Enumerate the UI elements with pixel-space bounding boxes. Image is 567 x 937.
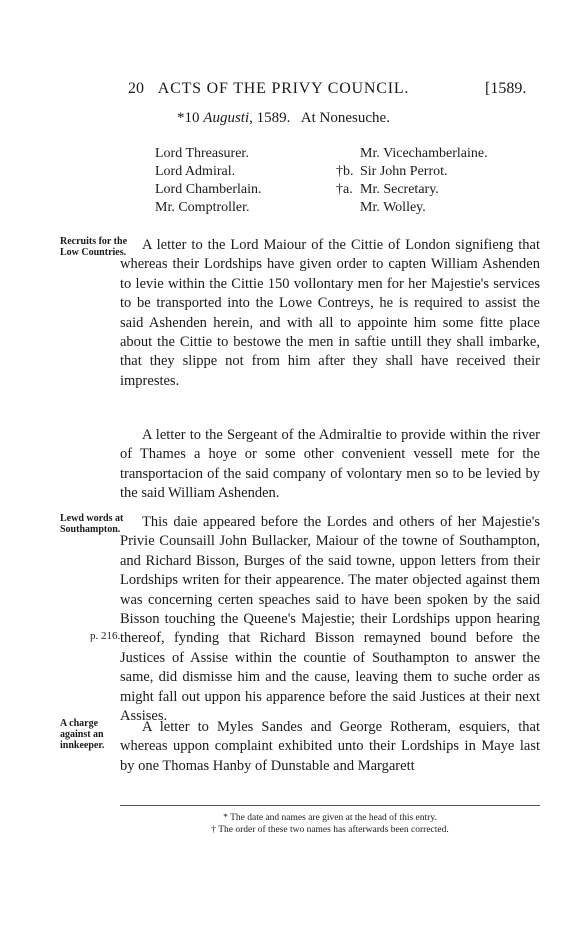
footnote: † The order of these two names has afterwards been corrected.	[211, 825, 449, 835]
attendee-left: Mr. Comptroller.	[155, 200, 250, 215]
attendee-mark: †a.	[336, 182, 353, 197]
margin-note: Recruits for the Low Countries.	[60, 236, 128, 258]
attendee-mark: †b.	[336, 164, 354, 179]
entry-paragraph	[120, 236, 540, 391]
page-number: 20	[128, 80, 144, 97]
attendee-right: Mr. Wolley.	[360, 200, 426, 215]
running-title: ACTS OF THE PRIVY COUNCIL.	[157, 80, 410, 97]
attendee-right: Sir John Perrot.	[360, 164, 448, 179]
entry-text: A letter to the Lord Maiour of the Cittie of London signifieng that whereas their Lordships have given order to capten William Ashenden to levie within the Cittie 150 vollontary men for her Majestie's services to be transported into the Lowe Contreys, he is required to assist the said Ashenden herein, and with all to appointe him some fitte place about the Cittie to bestowe the men in saftie untill they shall imbarke, that they slippe not from him after they shall have received their imprestes.	[120, 237, 540, 389]
margin-note: A charge against an innkeeper.	[60, 718, 105, 751]
entry-text: This daie appeared before the Lordes and others of her Majestie's Privie Counsaill John Bullacker, Maiour of the towne of Southampton, and Richard Bisson, Burges of the said towne, uppon letters from their Lordships writen for their appearence. The mater objected against them was concerning certen speaches said to have been spoken by the said Bisson touching the Queene's Majestie; their Lordships uppon hearing thereof, fynding that Richard Bisson remayned bound before the Justices of Assise within the countie of Southampton to answer the same, did dismisse him and the cause, leaving them to suche order as might fall out uppon his apparence before the said Justices at their next Assises.	[120, 514, 540, 725]
date-month: Augusti	[203, 110, 250, 126]
attendee-left: Lord Chamberlain.	[155, 182, 262, 197]
page-reference: p. 216.	[90, 630, 121, 642]
entry-paragraph	[120, 513, 540, 726]
page-header	[0, 80, 567, 102]
date-line	[0, 110, 567, 127]
entry-text: A letter to Myles Sandes and George Rotheram, esquiers, that whereas uppon complaint exhibited unto their Lordships in Maye last by one Thomas Hanby of Dunstable and Margarett	[120, 719, 540, 774]
footnote-rule	[120, 805, 540, 806]
attendee-row	[150, 163, 480, 181]
footnote: * The date and names are given at the head of this entry.	[223, 813, 437, 823]
attendee-row	[150, 199, 480, 217]
attendee-right: Mr. Secretary.	[360, 182, 439, 197]
attendee-row	[150, 145, 488, 163]
attendee-left: Lord Admiral.	[155, 164, 236, 179]
footnotes	[120, 812, 540, 836]
attendee-left: Lord Threasurer.	[155, 146, 249, 161]
attendees-list	[150, 145, 488, 217]
entry-text: A letter to the Sergeant of the Admiraltie to provide within the river of Thames a hoye or some other convenient vessell mete for the transportacion of the said company of volontary men so to be levied by the said William Ashenden.	[120, 427, 540, 502]
attendee-right: Mr. Vicechamberlaine.	[360, 146, 488, 161]
entry-paragraph	[120, 718, 540, 776]
date-prefix: *10	[177, 110, 204, 126]
margin-note: Lewd words at Southampton.	[60, 513, 124, 535]
date-place: , 1589. At Nonesuche.	[249, 110, 390, 126]
attendee-row	[150, 181, 480, 199]
entry-paragraph	[120, 426, 540, 504]
header-year: [1589.	[485, 80, 527, 97]
